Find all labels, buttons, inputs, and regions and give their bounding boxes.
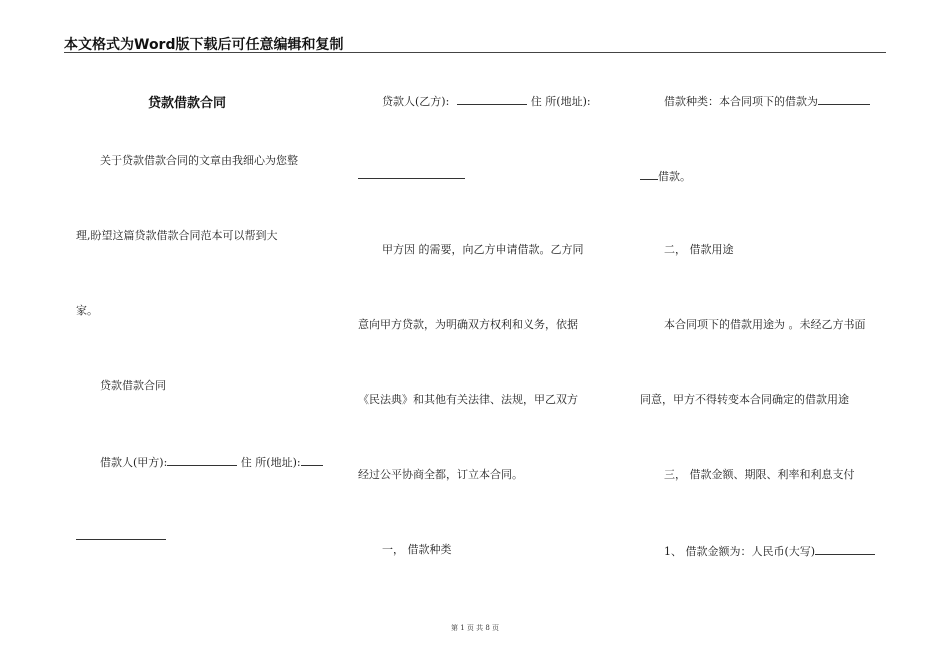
paragraph-line-3: 《民法典》和其他有关法律、法规，甲乙双方 [358,393,578,406]
borrower-address-label: 住 所(地址): [530,95,591,108]
lender-line [100,454,323,470]
amount-blank [815,543,875,555]
loan-type-suffix: 借款。 [658,170,691,183]
borrower-address-blank [358,178,465,179]
section-heading-1: 一， 借款种类 [382,543,452,556]
loan-type-line-2 [640,168,691,184]
lender-label: 借款人(甲方): [100,456,168,469]
document-header: 本文格式为Word版下载后可任意编辑和复制 [64,37,344,53]
loan-type-blank [818,93,870,105]
intro-line-2: 理,盼望这篇贷款借款合同范本可以帮到大 [76,229,278,242]
lender-name-blank [167,454,237,466]
borrower-line [382,93,591,109]
section-heading-2: 二， 借款用途 [664,243,734,256]
page-title: 贷款借款合同 [148,96,227,111]
borrower-name-blank [457,93,527,105]
paragraph-line-4: 经过公平协商全都，订立本合同。 [358,468,523,481]
section-heading-3: 三， 借款金额、期限、利率和利息支付 [664,468,855,481]
lender-address-blank-continued [76,539,166,540]
borrower-label: 贷款人(乙方): [382,95,450,108]
paragraph-line-2: 意向甲方贷款，为明确双方权利和义务，依据 [358,318,578,331]
amount-label: 1、 借款金额为：人民币(大写) [664,545,816,558]
header-divider [64,52,886,53]
loan-type-label: 借款种类：本合同项下的借款为 [664,95,818,108]
lender-address-blank [301,454,323,466]
page-number: 第 1 页 共 8 页 [450,624,500,632]
purpose-line-1: 本合同项下的借款用途为 。未经乙方书面 [664,318,866,331]
loan-type-blank-continued [640,168,658,180]
loan-type-line [664,93,870,109]
intro-line-1: 关于贷款借款合同的文章由我细心为您整 [100,154,298,167]
paragraph-line-1: 甲方因 的需要，向乙方申请借款。乙方同 [382,243,584,256]
lender-address-label: 住 所(地址): [240,456,301,469]
contract-title: 贷款借款合同 [100,379,166,392]
intro-line-3: 家。 [76,304,98,317]
amount-line [664,543,875,559]
purpose-line-2: 同意，甲方不得转变本合同确定的借款用途 [640,393,849,406]
